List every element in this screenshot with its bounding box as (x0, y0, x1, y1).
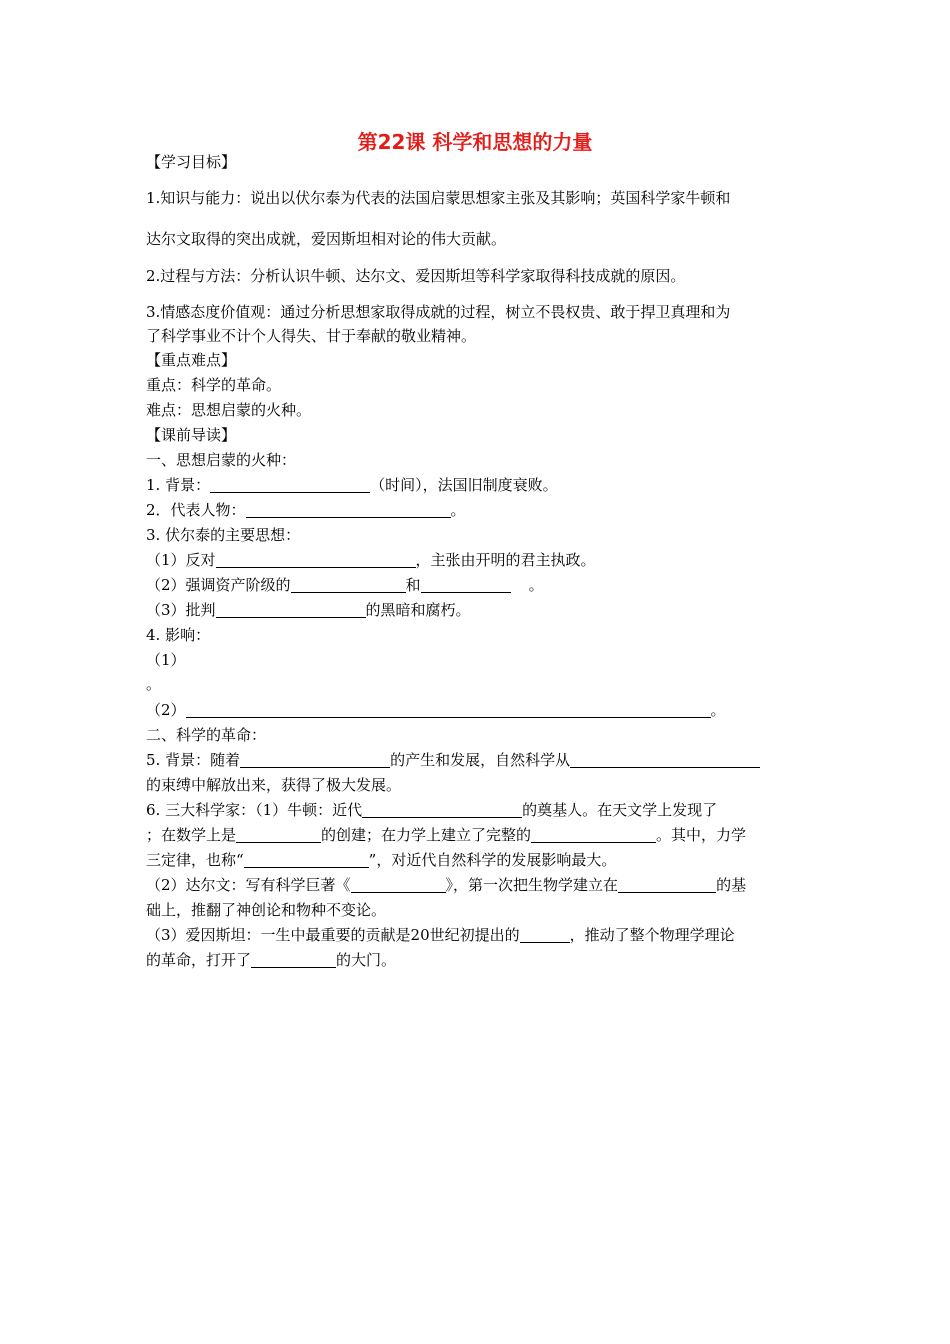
section-heading-key-points: 【重点难点】 (146, 351, 237, 369)
blank-field[interactable] (246, 502, 451, 518)
blank-field[interactable] (570, 752, 760, 768)
blank-field[interactable] (531, 827, 656, 843)
blank-field[interactable] (186, 702, 711, 718)
question-6-line-2: ；在数学上是 的创建；在力学上建立了完整的 。其中，力学 (146, 826, 747, 844)
blank-field[interactable] (421, 577, 511, 593)
question-5-line-1: 5. 背景：随着 的产生和发展，自然科学从 (146, 750, 760, 770)
objective-3-line-1: 3.情感态度价值观：通过分析思想家取得成就的过程，树立不畏权贵、敢于捍卫真理和为 (146, 303, 731, 321)
key-point: 重点：科学的革命。 (146, 376, 282, 394)
blank-field[interactable] (240, 752, 390, 768)
question-6-2-line-2: 础上，推翻了神创论和物种不变论。 (146, 901, 387, 919)
question-3-3: （3）批判 的黑暗和腐朽。 (146, 601, 471, 619)
blank-field[interactable] (251, 952, 336, 968)
question-6-3-line-2: 的革命，打开了 的大门。 (146, 951, 397, 969)
part-1-heading: 一、思想启蒙的火种： (146, 451, 297, 469)
question-5-line-2: 的束缚中解放出来，获得了极大发展。 (146, 776, 402, 794)
question-6-2-line-1: （2）达尔文：写有科学巨著《 》，第一次把生物学建立在 的基 (146, 876, 747, 894)
blank-field[interactable] (216, 552, 416, 568)
question-4: 4. 影响： (146, 626, 211, 644)
blank-field[interactable] (236, 827, 321, 843)
section-heading-objectives: 【学习目标】 (146, 153, 237, 171)
question-6-3-line-1: （3）爱因斯坦：一生中最重要的贡献是20世纪初提出的 ，推动了整个物理学理论 (146, 926, 735, 944)
question-3-2: （2）强调资产阶级的 和 。 (146, 576, 544, 594)
blank-field[interactable] (210, 477, 370, 493)
blank-field[interactable] (216, 602, 366, 618)
page-title: 第22课 科学和思想的力量 (357, 130, 593, 154)
question-6-line-1: 6. 三大科学家：（1）牛顿：近代 的奠基人。在天文学上发现了 (146, 801, 718, 819)
question-3-1: （1）反对 ，主张由开明的君主执政。 (146, 551, 596, 569)
blank-field[interactable] (520, 927, 570, 943)
difficult-point: 难点：思想启蒙的火种。 (146, 401, 312, 419)
question-4-1: （1） (146, 651, 186, 669)
blank-field[interactable] (618, 877, 716, 893)
blank-field[interactable] (244, 852, 369, 868)
blank-field[interactable] (351, 877, 446, 893)
question-2: 2．代表人物： 。 (146, 501, 466, 519)
question-4-1-end: 。 (146, 675, 162, 693)
objective-2: 2.过程与方法：分析认识牛顿、达尔文、爱因斯坦等科学家取得科技成就的原因。 (146, 267, 686, 285)
question-1: 1. 背景： （时间），法国旧制度衰败。 (146, 476, 558, 494)
question-6-line-3: 三定律，也称“ ”，对近代自然科学的发展影响最大。 (146, 851, 617, 869)
section-heading-preview: 【课前导读】 (146, 426, 237, 444)
question-3: 3. 伏尔泰的主要思想： (146, 526, 301, 544)
objective-3-line-2: 了科学事业不计个人得失、甘于奉献的敬业精神。 (146, 327, 477, 345)
objective-1-line-1: 1.知识与能力：说出以伏尔泰为代表的法国启蒙思想家主张及其影响；英国科学家牛顿和 (146, 189, 731, 207)
objective-1-line-2: 达尔文取得的突出成就，爱因斯坦相对论的伟大贡献。 (146, 230, 507, 248)
part-2-heading: 二、科学的革命： (146, 726, 267, 744)
blank-field[interactable] (362, 802, 522, 818)
question-4-2: （2） 。 (146, 701, 726, 719)
blank-field[interactable] (291, 577, 406, 593)
